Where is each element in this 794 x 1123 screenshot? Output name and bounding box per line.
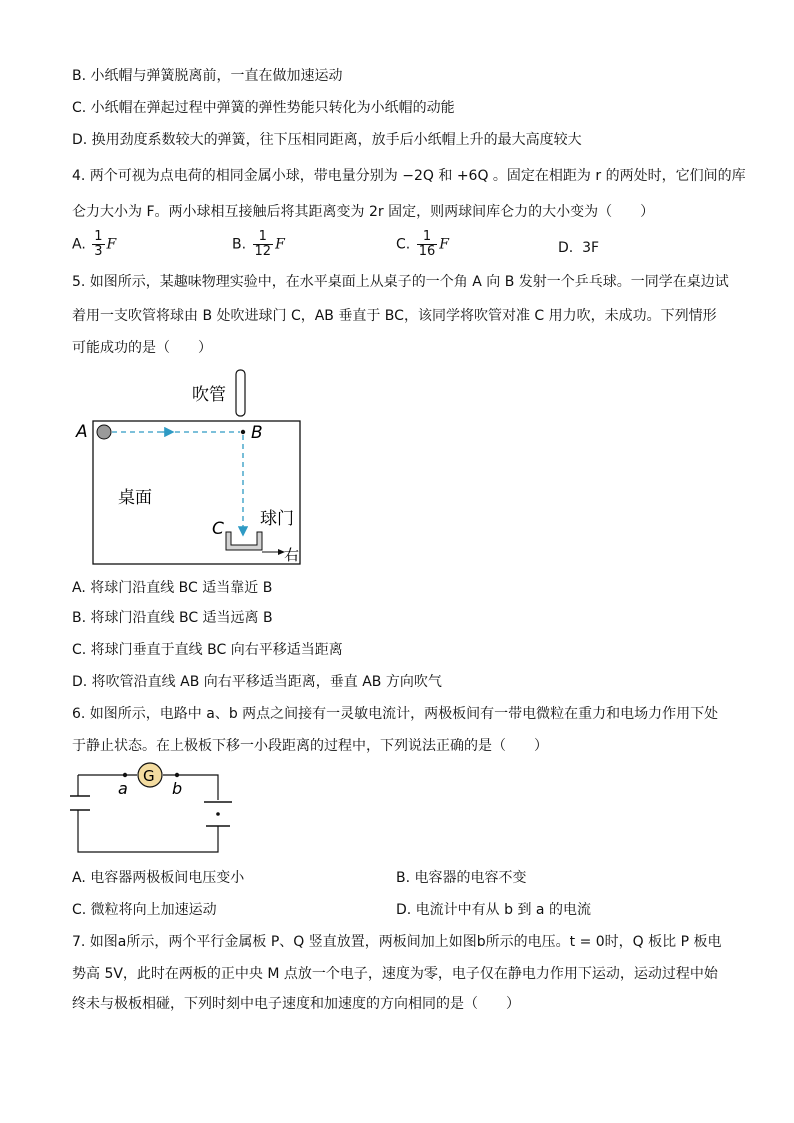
goal-shape xyxy=(226,532,262,550)
tube-label: 吹管 xyxy=(192,385,226,405)
q4-option-b xyxy=(232,230,285,259)
option-label: A. xyxy=(72,236,86,253)
denominator: 16 xyxy=(418,244,436,259)
q5-stem-line2: 着用一支吹管将球由 B 处吹进球门 C，AB 垂直于 BC，该同学将吹管对准 C 用力吹，未成功。下列情形 xyxy=(72,308,717,324)
q5-stem-line1: 5. 如图所示，某趣味物理实验中，在水平桌面上从桌子的一个角 A 向 B 发射一个乒乓球。一同学在桌边试 xyxy=(72,274,729,290)
goal-label: 球门 xyxy=(260,509,294,529)
q6-stem-line1: 6. 如图所示，电路中 a、b 两点之间接有一灵敏电流计，两极板间有一带电微粒在重力和电场力作用下处 xyxy=(72,706,719,722)
fraction xyxy=(92,230,104,259)
q4-stem-line2: 仑力大小为 F。两小球相互接触后将其距离变为 2r 固定，则两球间库仑力的大小变为（ ） xyxy=(72,204,655,220)
q4-option-d xyxy=(558,238,599,258)
q6-option-c: C. 微粒将向上加速运动 xyxy=(72,902,217,918)
q5-option-d: D. 将吹管沿直线 AB 向右平移适当距离，垂直 AB 方向吹气 xyxy=(72,674,442,690)
point-b-label: B xyxy=(251,423,263,443)
q5-option-b: B. 将球门沿直线 BC 适当远离 B xyxy=(72,610,273,626)
point-a-label: A xyxy=(76,422,88,442)
q3-option-d: D. 换用劲度系数较大的弹簧，往下压相同距离，放手后小纸帽上升的最大高度较大 xyxy=(72,132,582,148)
point-a-dot xyxy=(123,773,127,777)
option-var: 3F xyxy=(582,240,600,256)
option-label: C. xyxy=(396,236,411,253)
point-a-label: a xyxy=(118,779,128,798)
q6-option-a: A. 电容器两极板间电压变小 xyxy=(72,870,245,886)
fraction xyxy=(417,230,438,259)
q7-stem-line1: 7. 如图a所示，两个平行金属板 P、Q 竖直放置，两板间加上如图b所示的电压。t = 0时，Q 板比 P 板电 xyxy=(72,934,722,950)
q5-stem-line3: 可能成功的是（ ） xyxy=(72,340,212,356)
option-var: F xyxy=(106,236,117,253)
table-label: 桌面 xyxy=(118,488,152,508)
option-var: F xyxy=(439,236,449,253)
numerator: 1 xyxy=(417,230,438,245)
denominator: 3 xyxy=(94,244,103,259)
ping-pong-ball xyxy=(97,425,111,439)
q4-option-a xyxy=(72,230,116,259)
q5-figure xyxy=(70,364,320,570)
right-label: 右 xyxy=(284,546,300,564)
q4-stem-line1: 4. 两个可视为点电荷的相同金属小球，带电量分别为 −2Q 和 +6Q 。固定在相距为 r 的两处时，它们间的库 xyxy=(72,168,746,184)
option-label: B. xyxy=(232,236,247,253)
option-label: D. xyxy=(558,240,574,256)
numerator: 1 xyxy=(253,230,274,245)
fraction xyxy=(253,230,274,259)
charged-particle xyxy=(216,812,220,816)
q7-stem-line3: 终未与极板相碰，下列时刻中电子速度和加速度的方向相同的是（ ） xyxy=(72,996,520,1012)
q3-option-c: C. 小纸帽在弹起过程中弹簧的弹性势能只转化为小纸帽的动能 xyxy=(72,100,455,116)
tube xyxy=(236,370,245,416)
q5-option-a: A. 将球门沿直线 BC 适当靠近 B xyxy=(72,580,273,596)
q6-stem-line2: 于静止状态。在上极板下移一小段距离的过程中，下列说法正确的是（ ） xyxy=(72,738,548,754)
point-b-dot xyxy=(241,430,245,434)
option-var: F xyxy=(275,236,285,253)
q6-circuit-figure xyxy=(70,760,240,858)
point-b-dot xyxy=(175,773,179,777)
q3-option-b: B. 小纸帽与弹簧脱离前，一直在做加速运动 xyxy=(72,68,343,84)
point-c-label: C xyxy=(212,519,224,539)
q6-option-d: D. 电流计中有从 b 到 a 的电流 xyxy=(396,902,591,918)
point-b-label: b xyxy=(172,779,183,798)
q7-stem-line2: 势高 5V，此时在两板的正中央 M 点放一个电子，速度为零，电子仅在静电力作用下运动，运动过程中始 xyxy=(72,966,718,982)
galvanometer-label: G xyxy=(143,767,155,785)
q6-option-b: B. 电容器的电容不变 xyxy=(396,870,527,886)
denominator: 12 xyxy=(254,244,272,259)
numerator: 1 xyxy=(94,229,103,244)
q4-option-c xyxy=(396,230,449,259)
wire-left-bottom xyxy=(78,810,218,852)
q5-option-c: C. 将球门垂直于直线 BC 向右平移适当距离 xyxy=(72,642,343,658)
